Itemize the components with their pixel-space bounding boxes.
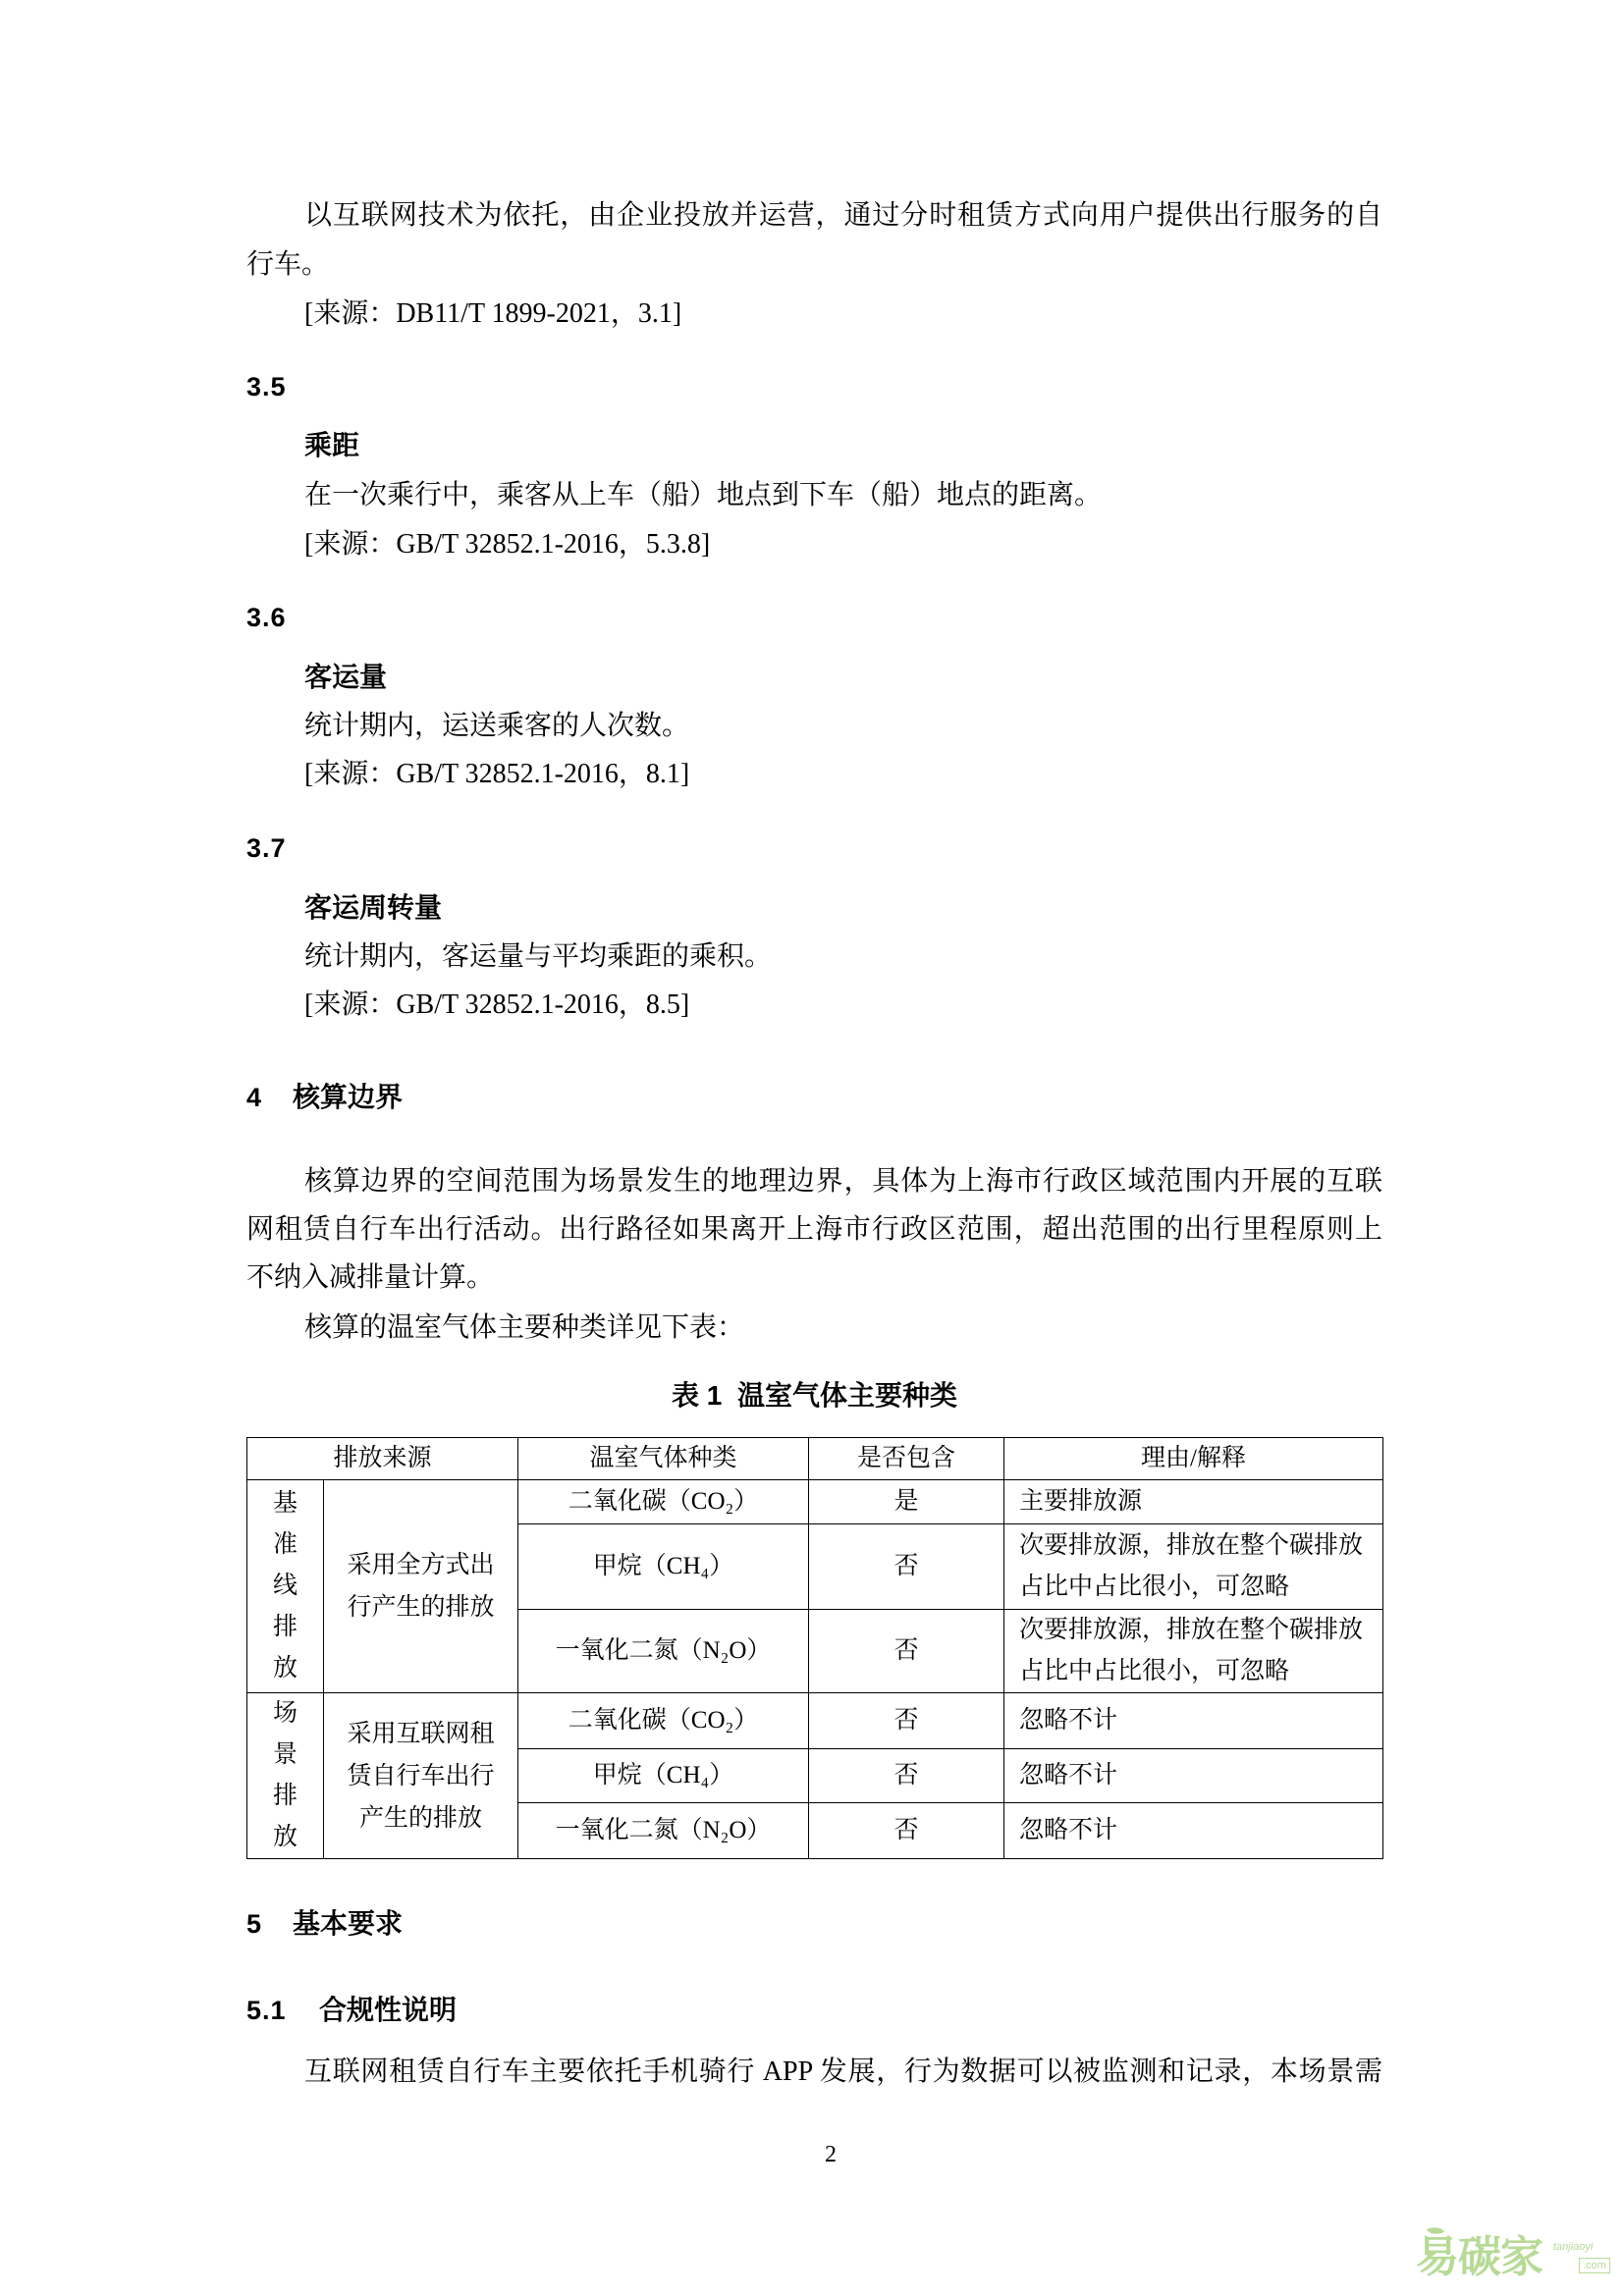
gas-type-cell: 一氧化二氮（N₂O） <box>518 1803 809 1859</box>
watermark-brand-text: 易碳家 <box>1416 2233 1543 2281</box>
section-heading-number: 5 <box>246 1909 263 1939</box>
included-cell: 否 <box>809 1693 1004 1749</box>
table-header-cell: 是否包含 <box>809 1438 1004 1480</box>
clause-number: 3.6 <box>246 603 287 632</box>
reason-text: 次要排放源，排放在整个碳排放占比中占比很小，可忽略 <box>1019 1532 1364 1600</box>
included-cell: 否 <box>809 1610 1004 1693</box>
term-definition: 在一次乘行中，乘客从上车（船）地点到下车（船）地点的距离。 <box>304 480 1103 510</box>
paragraph-line: 行车。 <box>246 249 330 280</box>
term-definition: 统计期内，运送乘客的人次数。 <box>304 711 690 741</box>
term-source: [来源：DB11/T 1899-2021，3.1] <box>304 298 682 329</box>
source-description-cell <box>324 1480 518 1693</box>
term-source: [来源：GB/T 32852.1-2016，8.5] <box>304 989 690 1020</box>
paragraph-line: 核算的温室气体主要种类详见下表： <box>304 1312 745 1343</box>
table-row <box>247 1693 1383 1749</box>
included-cell: 是 <box>809 1480 1004 1524</box>
gas-type-cell: 一氧化二氮（N₂O） <box>518 1610 809 1693</box>
term-title: 乘距 <box>304 430 360 460</box>
paragraph-line: 网租赁自行车出行活动。出行路径如果离开上海市行政区范围，超出范围的出行里程原则上 <box>246 1214 1382 1245</box>
term-source: [来源：GB/T 32852.1-2016，5.3.8] <box>304 529 711 560</box>
table-row <box>247 1480 1383 1524</box>
reason-cell <box>1004 1803 1383 1859</box>
page-number: 2 <box>825 2142 837 2167</box>
category-cell <box>247 1693 324 1859</box>
paragraph-line: 不纳入减排量计算。 <box>246 1262 495 1293</box>
clause-number: 3.7 <box>246 833 287 863</box>
reason-cell <box>1004 1610 1383 1693</box>
table-header-cell: 温室气体种类 <box>518 1438 809 1480</box>
reason-text: 次要排放源，排放在整个碳排放占比中占比很小，可忽略 <box>1019 1617 1364 1684</box>
subsection-heading-title: 合规性说明 <box>319 1995 458 2025</box>
category-cell <box>247 1480 324 1693</box>
gas-type-cell: 二氧化碳（CO₂） <box>518 1480 809 1524</box>
gas-type-cell: 甲烷（CH₄） <box>518 1749 809 1803</box>
included-cell: 否 <box>809 1524 1004 1610</box>
reason-cell <box>1004 1480 1383 1524</box>
source-description-cell <box>324 1693 518 1859</box>
reason-cell <box>1004 1524 1383 1610</box>
reason-text: 主要排放源 <box>1019 1488 1143 1515</box>
gas-type-cell: 甲烷（CH₄） <box>518 1524 809 1610</box>
reason-text: 忽略不计 <box>1019 1707 1118 1734</box>
table-header-row <box>247 1438 1383 1480</box>
table-header-cell: 排放来源 <box>247 1438 518 1480</box>
section-heading-title: 核算边界 <box>293 1082 404 1112</box>
table-caption: 表 1 温室气体主要种类 <box>672 1380 957 1411</box>
paragraph-line: 核算边界的空间范围为场景发生的地理边界，具体为上海市行政区域范围内开展的互联 <box>304 1166 1382 1197</box>
included-cell: 否 <box>809 1749 1004 1803</box>
term-source: [来源：GB/T 32852.1-2016，8.1] <box>304 759 690 789</box>
watermark-domain-suffix: .com <box>1579 2258 1610 2273</box>
subsection-heading-number: 5.1 <box>246 1996 287 2025</box>
term-definition: 统计期内，客运量与平均乘距的乘积。 <box>304 941 773 972</box>
paragraph-line: 以互联网技术为依托，由企业投放并运营，通过分时租赁方式向用户提供出行服务的自 <box>304 200 1382 231</box>
source-description: 采用全方式出行产生的排放 <box>347 1552 495 1621</box>
reason-cell <box>1004 1693 1383 1749</box>
category-label: 场景排放 <box>272 1700 298 1850</box>
source-description: 采用互联网租赁自行车出行产生的排放 <box>347 1720 495 1832</box>
section-heading-title: 基本要求 <box>293 1908 404 1939</box>
watermark-logo <box>1414 2222 1620 2289</box>
term-title: 客运周转量 <box>304 892 443 923</box>
section-heading-number: 4 <box>246 1083 263 1112</box>
reason-text: 忽略不计 <box>1019 1817 1118 1843</box>
gas-type-cell: 二氧化碳（CO₂） <box>518 1693 809 1749</box>
paragraph-line: 互联网租赁自行车主要依托手机骑行 APP 发展，行为数据可以被监测和记录，本场景需 <box>304 2056 1382 2087</box>
clause-number: 3.5 <box>246 372 287 401</box>
included-cell: 否 <box>809 1803 1004 1859</box>
table-header-cell: 理由/解释 <box>1004 1438 1383 1480</box>
category-label: 基准线排放 <box>272 1490 298 1682</box>
reason-cell <box>1004 1749 1383 1803</box>
reason-text: 忽略不计 <box>1019 1762 1118 1789</box>
term-title: 客运量 <box>304 662 388 692</box>
watermark-domain-text: tanjiaoyi <box>1553 2241 1594 2253</box>
greenhouse-gas-table <box>246 1437 1383 1859</box>
